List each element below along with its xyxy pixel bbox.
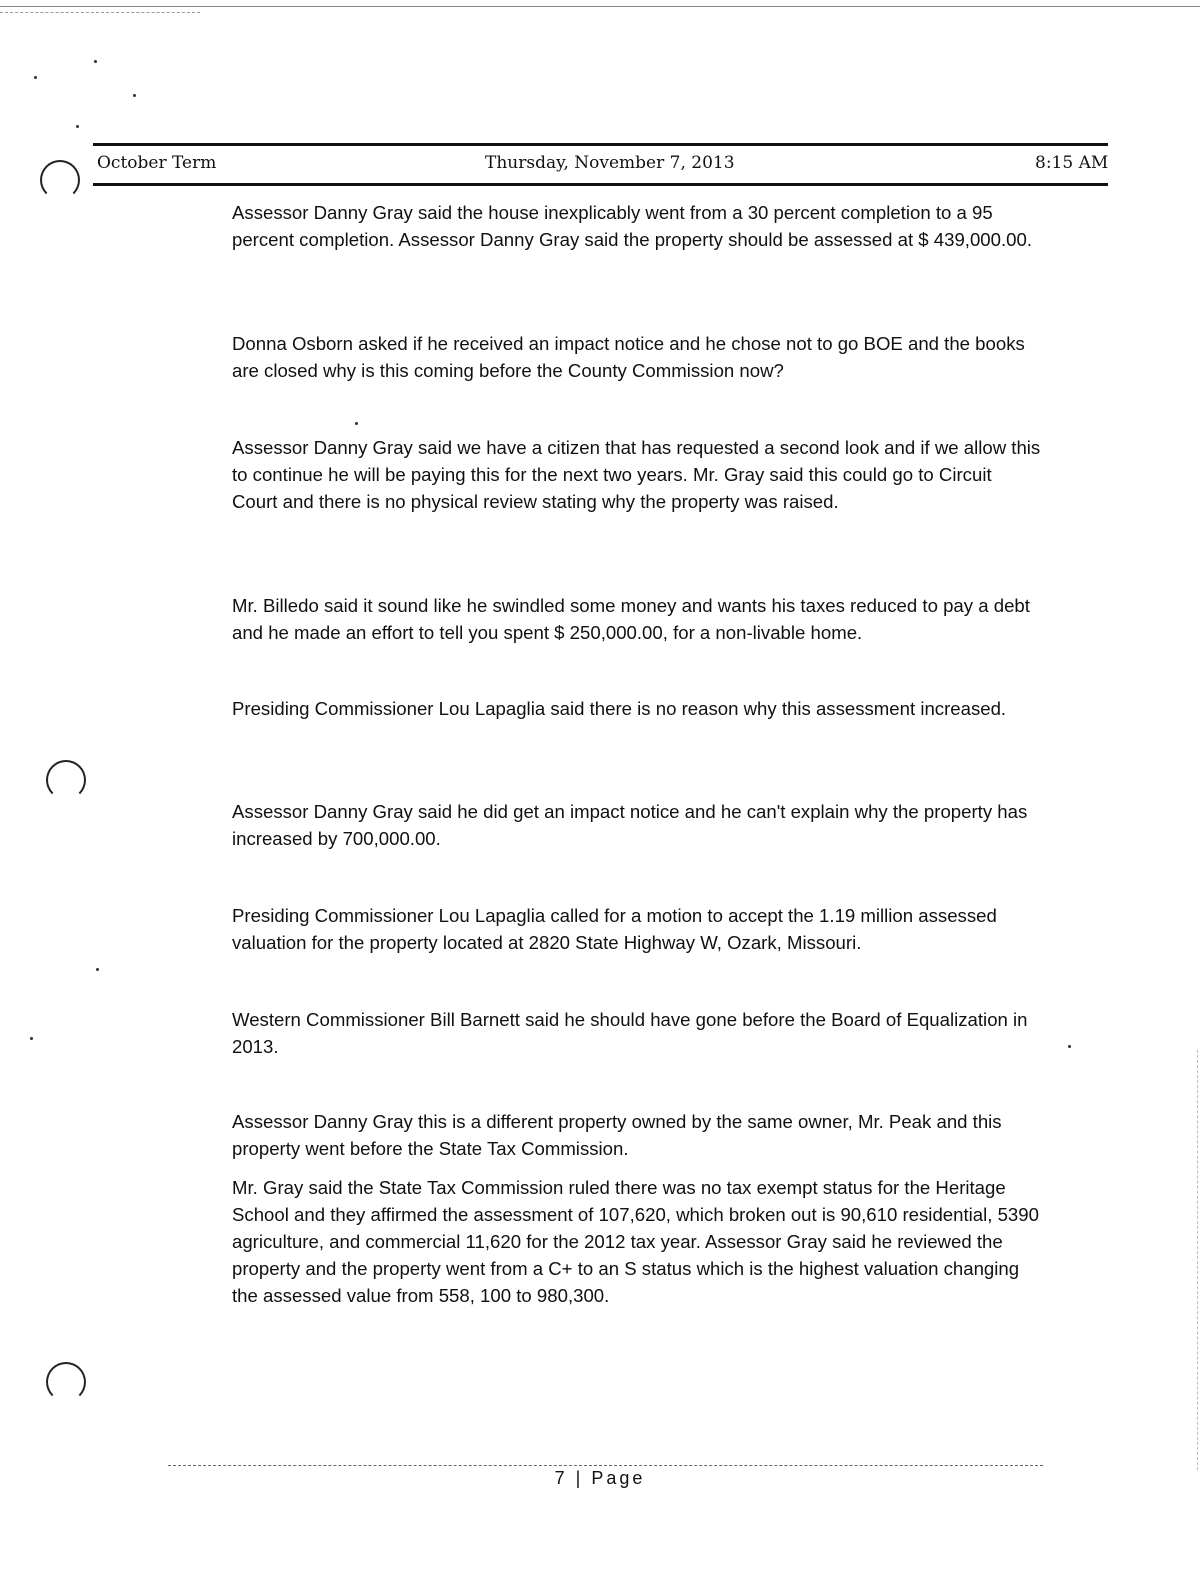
scan-speck	[30, 1037, 33, 1040]
binder-hole-icon	[46, 760, 86, 800]
paragraph	[232, 1174, 1042, 1309]
binder-hole-icon	[46, 1362, 86, 1402]
paragraph-text: Mr. Billedo said it sound like he swindled some money and wants his taxes reduced to pay a debt and he made an effort to tell you spent $ 250,000.00, for a non-livable home.	[232, 595, 1030, 643]
paragraph-text: Assessor Danny Gray said the house inexplicably went from a 30 percent completion to a 95 percent completion. Assessor Danny Gray said the property should be assessed at $ 439,000.00.	[232, 202, 1033, 250]
paragraph	[232, 434, 1042, 515]
paragraph	[232, 695, 1042, 722]
paragraph-text: Assessor Danny Gray said he did get an impact notice and he can't explain why the property has increased by 700,000.00.	[232, 801, 1028, 849]
page-number: 7 | Page	[554, 1468, 646, 1488]
header-date: Thursday, November 7, 2013	[485, 153, 735, 173]
paragraph	[232, 199, 1042, 253]
paragraph-text: Presiding Commissioner Lou Lapaglia said there is no reason why this assessment increased.	[232, 698, 1007, 719]
paragraph	[232, 1108, 1042, 1162]
header-rule-top	[93, 143, 1108, 146]
header-term: October Term	[97, 153, 217, 173]
header-time: 8:15 AM	[1035, 153, 1109, 173]
scan-speck	[96, 968, 99, 971]
scan-speck	[1068, 1045, 1071, 1048]
paragraph	[232, 592, 1042, 646]
paragraph-text: Western Commissioner Bill Barnett said he should have gone before the Board of Equalization in 2013.	[232, 1009, 1028, 1057]
paragraph-text: Donna Osborn asked if he received an impact notice and he chose not to go BOE and the books are closed why is this coming before the County Commission now?	[232, 333, 1025, 381]
scan-edge-line	[0, 6, 1200, 7]
scan-edge-dash	[0, 12, 200, 13]
paragraph	[232, 902, 1042, 956]
binder-hole-icon	[40, 160, 80, 200]
paragraph-text: Presiding Commissioner Lou Lapaglia called for a motion to accept the 1.19 million assessed valuation for the property located at 2820 State Highway W, Ozark, Missouri.	[232, 905, 997, 953]
paragraph-text: Mr. Gray said the State Tax Commission ruled there was no tax exempt status for the Heritage School and they affirmed the assessment of 107,620, which broken out is 90,610 residential, 5390 agriculture, and commercial 11,620 for the 2012 tax year. Assessor Gray said he reviewed the property and the property went from a C+ to an S status which is the highest valuation changing the assessed value from 558, 100 to 980,300.	[232, 1177, 1039, 1306]
scan-speck	[34, 76, 37, 79]
paragraph-text: Assessor Danny Gray said we have a citizen that has requested a second look and if we allow this to continue he will be paying this for the next two years. Mr. Gray said this could go to Circuit Court and there is no physical review stating why the property was raised.	[232, 437, 1041, 512]
scan-speck	[94, 60, 97, 63]
paragraph-text: Assessor Danny Gray this is a different property owned by the same owner, Mr. Peak and this property went before the State Tax Commission.	[232, 1111, 1002, 1159]
header-rule-bottom	[93, 183, 1108, 186]
scan-speck	[76, 125, 79, 128]
paragraph	[232, 798, 1042, 852]
paragraph	[232, 330, 1042, 384]
paragraph	[232, 1006, 1042, 1060]
scan-speck	[133, 94, 136, 97]
scan-right-edge	[1197, 1050, 1198, 1470]
footer-rule	[168, 1465, 1043, 1466]
scan-speck	[355, 422, 358, 425]
